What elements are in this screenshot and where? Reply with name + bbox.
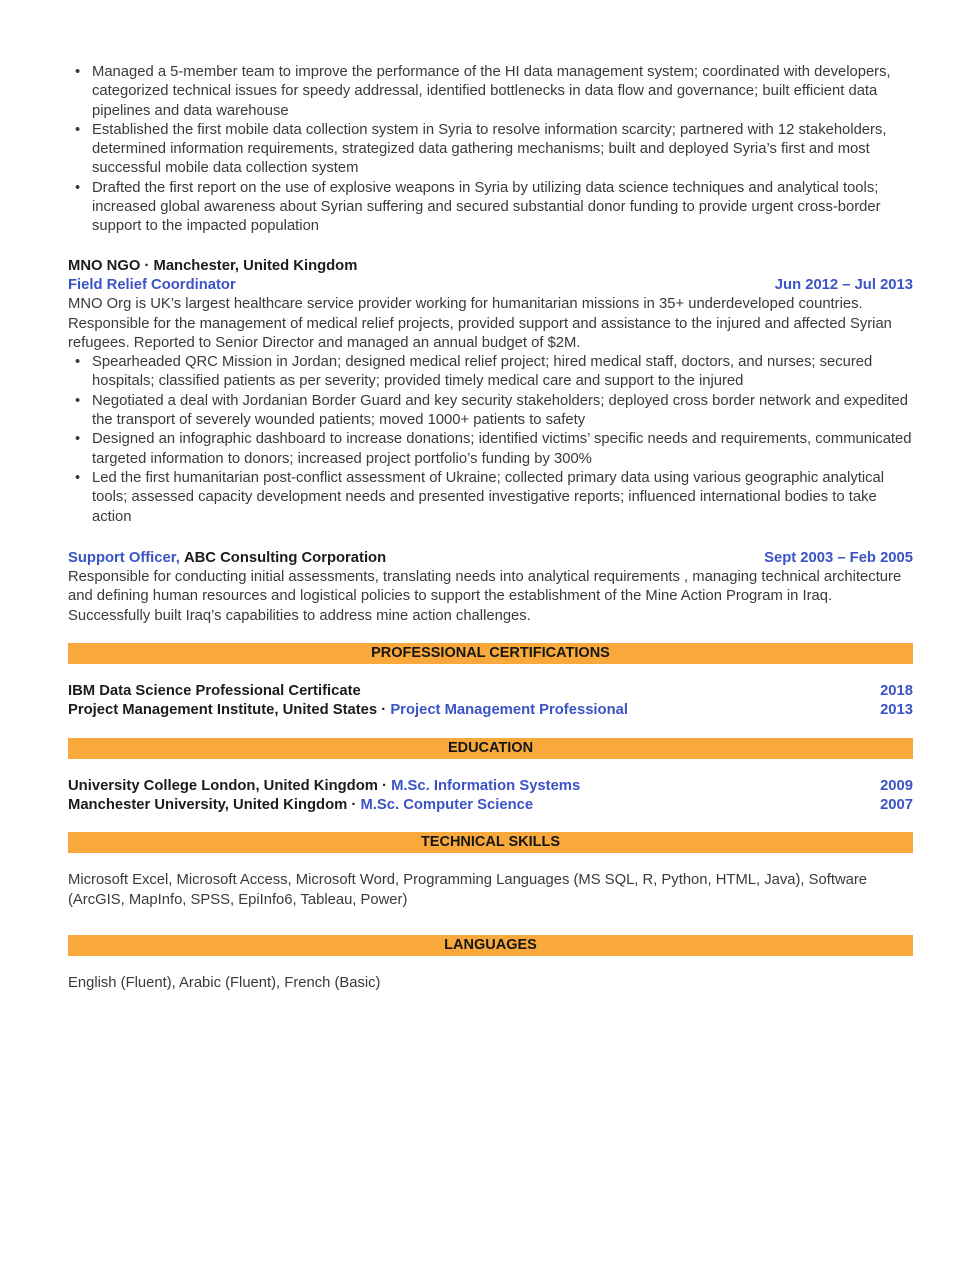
prior-role-bullet-list xyxy=(68,63,913,237)
education-row xyxy=(68,777,913,796)
certification-name: Project Management Institute, United States xyxy=(68,702,378,719)
dot-separator: · xyxy=(377,777,392,794)
job-summary: MNO Org is UK’s largest healthcare service provider working for humanitarian missions in 35+ underdeveloped countries. xyxy=(68,296,863,313)
certification-year: 2018 xyxy=(880,683,913,700)
title-dates-row xyxy=(68,549,913,568)
mno-bullet-list xyxy=(68,353,913,527)
bullet-item: • Managed a 5-member team to improve the performance of the HI data management system; coordinated with developers, categorized technical issues for speedy addressal, identified bottlenecks in data flow and governance; built efficient data pipelines and data warehouse xyxy=(68,63,913,121)
certification-row xyxy=(68,701,913,720)
job-dates: Jun 2012 – Jul 2013 xyxy=(774,276,913,293)
job-title: Support Officer, xyxy=(68,549,180,566)
title-company-line xyxy=(68,549,386,568)
school-name: University College London, United Kingdom xyxy=(68,777,378,794)
bullet-item: • Negotiated a deal with Jordanian Border Guard and key security stakeholders; deployed cross border network and expedited the transport of severely wounded patients; moved 1000+ patients to safety xyxy=(68,392,913,431)
languages-text: English (Fluent), Arabic (Fluent), French (Basic) xyxy=(68,974,381,991)
certification-left xyxy=(68,701,628,720)
dot-separator: · xyxy=(377,702,391,719)
school-name: Manchester University, United Kingdom xyxy=(68,796,348,813)
education-year: 2007 xyxy=(880,796,913,813)
education-year: 2009 xyxy=(880,777,913,794)
bullet-item: • Designed an infographic dashboard to increase donations; identified victims’ specific needs and requirements, communicated targeted information to donors; increased project portfolio’s funding by 300% xyxy=(68,430,913,469)
bullet-item: • Spearheaded QRC Mission in Jordan; designed medical relief project; hired medical staff, doctors, and nurses; secured hospitals; classified patients as per severity; provided timely medical care and support to the injured xyxy=(68,353,913,392)
education-list xyxy=(68,777,913,816)
certifications-list xyxy=(68,682,913,721)
degree-name: M.Sc. Information Systems xyxy=(391,777,581,794)
section-header-languages: LANGUAGES xyxy=(68,935,913,956)
education-row xyxy=(68,796,913,815)
company-location-line: MNO NGO · Manchester, United Kingdom xyxy=(68,257,358,274)
degree-name: M.Sc. Computer Science xyxy=(360,796,534,813)
certification-year: 2013 xyxy=(880,702,913,719)
section-header-education: EDUCATION xyxy=(68,738,913,759)
section-header-certifications: PROFESSIONAL CERTIFICATIONS xyxy=(68,643,913,664)
title-dates-row xyxy=(68,276,913,295)
section-header-technical-skills: TECHNICAL SKILLS xyxy=(68,832,913,853)
company-name: ABC Consulting Corporation xyxy=(183,549,387,566)
bullet-item: • Led the first humanitarian post-conflict assessment of Ukraine; collected primary data using various geographic analytical tools; assessed capacity development needs and presented investigative reports; influenced international bodies to take action xyxy=(68,469,913,527)
certification-left xyxy=(68,682,361,701)
certification-name: IBM Data Science Professional Certificate xyxy=(68,683,361,700)
bullet-item: • Established the first mobile data collection system in Syria to resolve information scarcity; partnered with 12 stakeholders, determined information requirements, strategized data gathering mechanisms; built and deployed Syria’s first and most successful mobile data collection system xyxy=(68,121,913,179)
job-dates: Sept 2003 – Feb 2005 xyxy=(764,549,913,566)
job-summary: Responsible for the management of medical relief projects, provided support and assistance to the injured and affected Syrian refugees. Reported to Senior Director and managed an annual budget of $2M. xyxy=(68,315,892,351)
bullet-item: • Drafted the first report on the use of explosive weapons in Syria by utilizing data science techniques and analytical tools; increased global awareness about Syrian suffering and secured substantial donor funding to provide urgent cross-border support to the impacted population xyxy=(68,179,913,237)
job-mno-ngo xyxy=(68,257,913,527)
certification-row xyxy=(68,682,913,701)
technical-skills-text: Microsoft Excel, Microsoft Access, Microsoft Word, Programming Languages (MS SQL, R, Python, HTML, Java), Software (ArcGIS, MapInfo, SPSS, EpiInfo6, Tableau, Power) xyxy=(68,872,868,908)
dot-separator: · xyxy=(347,796,361,813)
education-left xyxy=(68,777,580,796)
job-summary: Responsible for conducting initial assessments, translating needs into analytical requirements , managing technical architecture and defining human resources and logistical policies to support the establishment of the Mine Action Program in Iraq. Successfully built Iraq’s capabilities to address mine action challenges. xyxy=(68,569,902,624)
education-left xyxy=(68,796,533,815)
job-title: Field Relief Coordinator xyxy=(68,276,236,293)
certification-credential: Project Management Professional xyxy=(390,702,628,719)
job-abc-consulting xyxy=(68,549,913,626)
